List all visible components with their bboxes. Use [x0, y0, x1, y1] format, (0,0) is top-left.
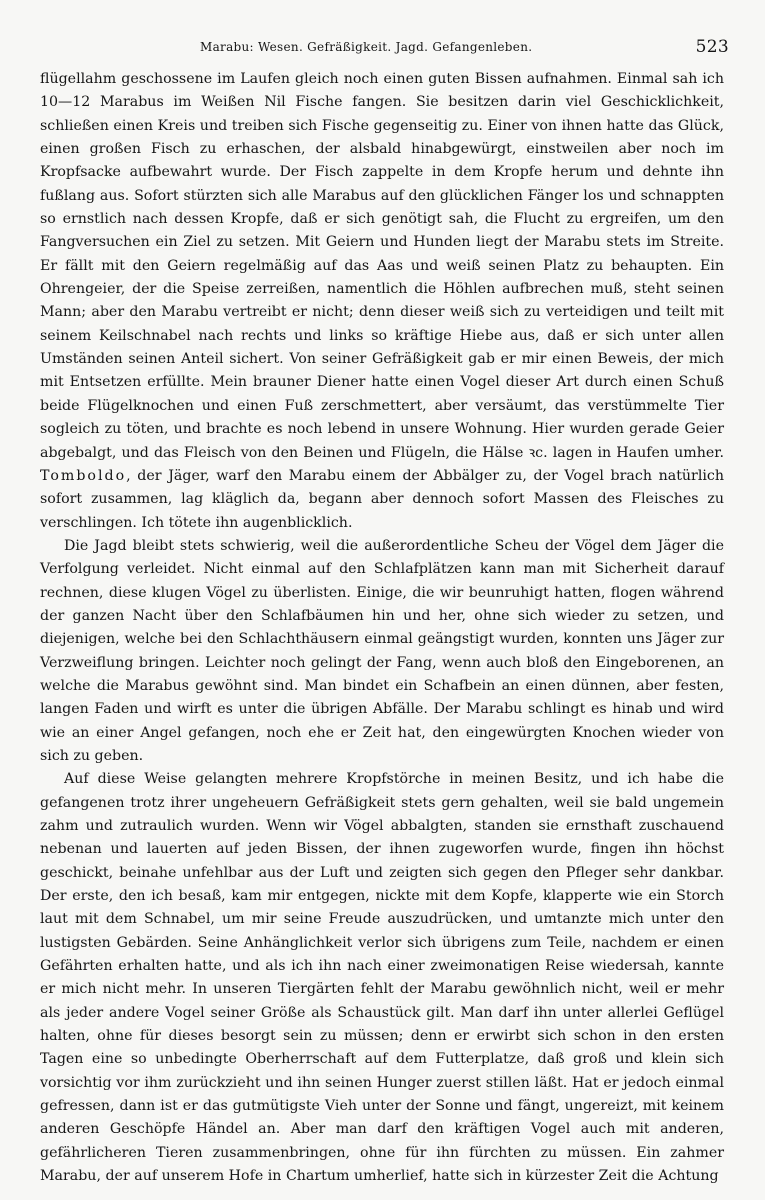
- paragraph-2: Die Jagd bleibt stets schwierig, weil die außerordentliche Scheu der Vögel dem Jäger die Verfolgung verleidet. Nicht einmal auf den Schlafplätzen kann man mit Sicherheit darauf rechnen, diese klugen Vögel zu überlisten. Einige, die wir beunruhigt hatten, flogen während der ganzen Nacht über den Schlafbäumen hin und her, ohne sich wieder zu setzen, und diejenigen, welche bei den Schlachthäusern einmal geängstigt wurden, konnten uns Jäger zur Verzweiflung bringen. Leichter noch gelingt der Fang, wenn auch bloß den Eingeborenen, an welche die Marabus gewöhnt sind. Man bindet ein Schafbein an einen dünnen, aber festen, langen Faden und wirft es unter die übrigen Abfälle. Der Marabu schlingt es hinab und wird wie an einer Angel gefangen, noch ehe er Zeit hat, den eingewürgten Knochen wieder von sich zu geben.: [40, 537, 724, 764]
- running-head-title: Marabu: Wesen. Gefräßigkeit. Jagd. Gefangenleben.: [200, 40, 533, 54]
- running-head: [0, 36, 765, 58]
- paragraph-1-continuation: , der Jäger, warf den Marabu einem der Abbälger zu, der Vogel brach natürlich sofort zusammen, lag kläglich da, begann aber dennoch sofort Massen des Fleisches zu verschlingen. Ich tötete ihn augenblicklich.: [40, 467, 724, 531]
- paragraph-3: Auf diese Weise gelangten mehrere Kropfstörche in meinen Besitz, und ich habe die gefangenen trotz ihrer ungeheuern Gefräßigkeit stets gern gehalten, weil sie bald ungemein zahm und zutraulich wurden. Wenn wir Vögel abbalgten, standen sie ernsthaft zuschauend nebenan und lauerten auf jeden Bissen, der ihnen zugeworfen wurde, fingen ihn höchst geschickt, beinahe unfehlbar aus der Luft und zeigten sich gegen den Pfleger sehr dankbar. Der erste, den ich besaß, kam mir entgegen, nickte mit dem Kopfe, klapperte wie ein Storch laut mit dem Schnabel, um mir seine Freude auszudrücken, und umtanzte mich unter den lustigsten Gebärden. Seine Anhänglichkeit verlor sich übrigens zum Teile, nachdem er einen Gefährten erhalten hatte, und als ich ihn nach einer zweimonatigen Reise wiedersah, kannte er mich nicht mehr. In unseren Tiergärten fehlt der Marabu gewöhnlich nicht, weil er mehr als jeder andere Vogel seiner Größe als Schaustück gilt. Man darf ihn unter allerlei Geflügel halten, ohne für dieses besorgt sein zu müssen; denn er erwirbt sich schon in den ersten Tagen eine so unbedingte Oberherrschaft auf dem Futterplatze, daß groß und klein sich vorsichtig vor ihm zurückzieht und ihn seinen Hunger zuerst stillen läßt. Hat er jedoch einmal gefressen, dann ist er das gutmütigste Vieh unter der Sonne und fängt, ungereizt, mit keinem anderen Geschöpfe Händel an. Aber man darf den kräftigen Vogel auch mit anderen, gefährlicheren Tieren zusammenbringen, ohne für ihn fürchten zu müssen. Ein zahmer Marabu, der auf unserem Hofe in Chartum umherlief, hatte sich in kürzester Zeit die Achtung: [40, 771, 724, 1185]
- body-text: [40, 68, 724, 1189]
- person-name-spaced: Tomboldo: [40, 467, 127, 484]
- paragraph-1: [40, 68, 724, 535]
- paragraph-1-text: flügellahm geschossene im Laufen gleich noch einen guten Bissen aufnahmen. Einmal sah ich 10—12 Marabus im Weißen Nil Fische fangen. Sie besitzen darin viel Geschicklichkeit, schließen einen Kreis und treiben sich Fische gegenseitig zu. Einer von ihnen hatte das Glück, einen großen Fisch zu erhaschen, der alsbald hinabgewürgt, einstweilen aber noch im Kropfsacke aufbewahrt wurde. Der Fisch zappelte in dem Kropfe herum und dehnte ihn fußlang aus. Sofort stürzten sich alle Marabus auf den glücklichen Fänger los und schnappten so ernstlich nach dessen Kropfe, daß er sich genötigt sah, die Flucht zu ergreifen, um den Fangversuchen ein Ziel zu setzen. Mit Geiern und Hunden liegt der Marabu stets im Streite. Er fällt mit den Geiern regelmäßig auf das Aas und weiß seinen Platz zu behaupten. Ein Ohrengeier, der die Speise zerreißen, namentlich die Höhlen aufbrechen muß, steht seinen Mann; aber den Marabu vertreibt er nicht; denn dieser weiß sich zu verteidigen und teilt mit seinem Keilschnabel nach rechts und links so kräftige Hiebe aus, daß er sich unter allen Umständen seinen Anteil sichert. Von seiner Gefräßigkeit gab er mir einen Beweis, der mich mit Entsetzen erfüllte. Mein brauner Diener hatte einen Vogel dieser Art durch einen Schuß beide Flügelknochen und einen Fuß zerschmettert, aber versäumt, das verstümmelte Tier sogleich zu töten, und brachte es noch lebend in unsere Wohnung. Hier wurden gerade Geier abgebalgt, und das Fleisch von den Beinen und Flügeln, die Hälse ꝛc. lagen in Haufen umher.: [40, 71, 724, 461]
- page-number: 523: [695, 37, 729, 57]
